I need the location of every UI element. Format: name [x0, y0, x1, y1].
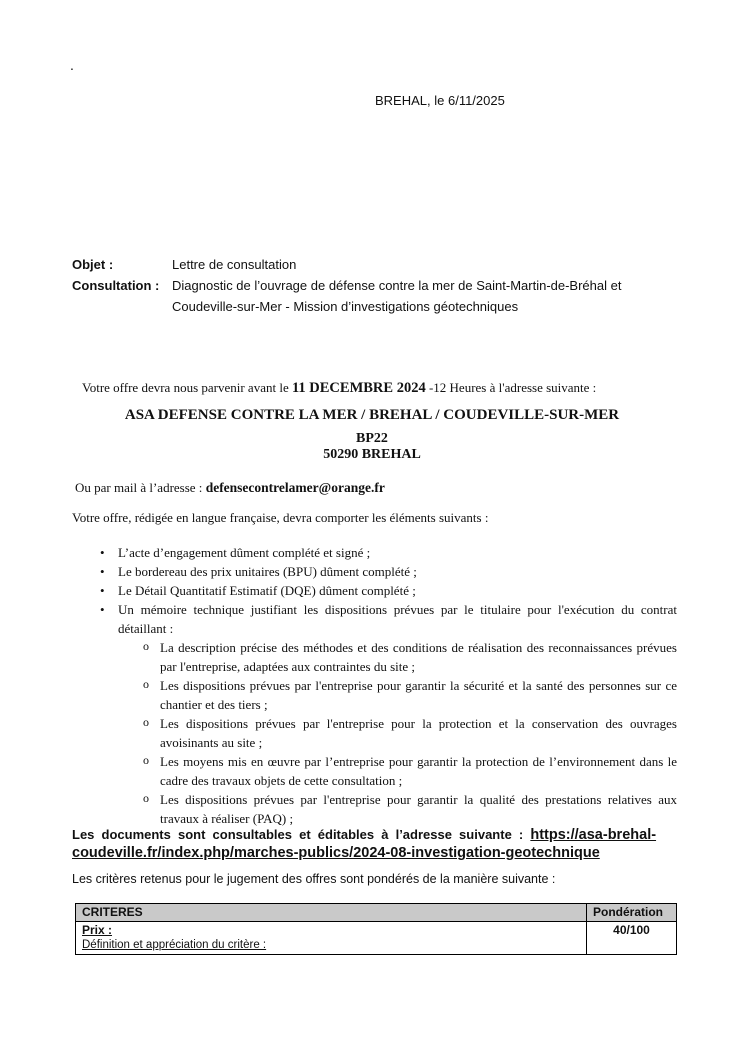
- consultation-value-line2: Coudeville-sur-Mer - Mission d’investigations géotechniques: [172, 299, 519, 314]
- deadline-date: 11 DECEMBRE 2024: [291, 380, 426, 396]
- deadline-prefix: Votre offre devra nous parvenir avant le: [82, 380, 292, 395]
- bullet-icon: •: [100, 564, 105, 579]
- requirements-sublist: [141, 638, 677, 828]
- bullet-icon: •: [100, 545, 105, 560]
- documents-url-line2[interactable]: coudeville.fr/index.php/marches-publics/2024-08-investigation-geotechnique: [72, 845, 600, 861]
- criteria-header-ponderation: Pondération: [587, 904, 677, 922]
- criterion-detail: Définition et appréciation du critère :: [82, 939, 267, 951]
- criteria-table: [75, 903, 677, 955]
- sub-list-item: [141, 752, 677, 790]
- consultation-label: Consultation :: [72, 278, 160, 293]
- circle-bullet-icon: o: [143, 753, 149, 767]
- sub-list-item: [141, 638, 677, 676]
- sub-list-item: [141, 790, 677, 828]
- bullet-icon: •: [100, 602, 105, 617]
- criterion-weight: 40/100: [587, 922, 677, 955]
- documents-url-line1[interactable]: https://asa-brehal-: [530, 827, 657, 843]
- stray-period-mark: .: [70, 57, 74, 73]
- requirements-intro: Votre offre, rédigée en langue française, devra comporter les éléments suivants :: [72, 510, 489, 525]
- criteria-header-row: [76, 904, 677, 922]
- sub-list-item-text: Les dispositions prévues par l'entreprise pour garantir la qualité des prestations relatives aux travaux à réaliser (PAQ) ;: [160, 792, 677, 826]
- mail-paragraph: [75, 480, 385, 496]
- documents-paragraph: [72, 826, 678, 862]
- list-item-text: Un mémoire technique justifiant les dispositions prévues par le titulaire pour l'exécution du contrat détaillant :: [118, 602, 677, 636]
- sub-list-item: [141, 676, 677, 714]
- sub-list-item-text: La description précise des méthodes et des conditions de réalisation des reconnaissances prévues par l'entreprise, adaptées aux contraintes du site ;: [160, 640, 677, 674]
- sub-list-item: [141, 714, 677, 752]
- list-item-text: L’acte d’engagement dûment complété et signé ;: [118, 545, 371, 560]
- deadline-paragraph: [82, 380, 596, 397]
- mail-prefix: Ou par mail à l’adresse :: [75, 480, 206, 495]
- bullet-icon: •: [100, 583, 105, 598]
- list-item: [100, 543, 677, 562]
- criteria-intro: Les critères retenus pour le jugement des offres sont pondérés de la manière suivante :: [72, 872, 556, 886]
- criteria-prix-cell: [76, 922, 587, 955]
- sub-list-item-text: Les dispositions prévues par l'entreprise pour garantir la sécurité et la santé des personnes sur ce chantier et des tiers ;: [160, 678, 677, 712]
- address-city: 50290 BREHAL: [323, 447, 421, 462]
- sub-list-item-text: Les dispositions prévues par l'entreprise pour la protection et la conservation des ouvrages avoisinants au site ;: [160, 716, 677, 750]
- address-bp: BP22: [356, 431, 388, 446]
- criterion-title: Prix :: [82, 923, 113, 937]
- postal-address-block: [0, 407, 744, 463]
- requirements-list: [100, 543, 677, 828]
- sub-list-item-text: Les moyens mis en œuvre par l’entreprise pour garantir la protection de l’environnement dans le cadre des travaux objets de cette consultation ;: [160, 754, 677, 788]
- email-address: defensecontrelamer@orange.fr: [205, 480, 385, 495]
- list-item-text: Le bordereau des prix unitaires (BPU) dûment complété ;: [118, 564, 417, 579]
- list-item: [100, 600, 677, 638]
- objet-label: Objet :: [72, 257, 114, 272]
- circle-bullet-icon: o: [143, 639, 149, 653]
- documents-label: Les documents sont consultables et éditables à l’adresse suivante :: [72, 827, 531, 842]
- objet-value: Lettre de consultation: [172, 257, 297, 272]
- letter-date: BREHAL, le 6/11/2025: [375, 93, 505, 108]
- circle-bullet-icon: o: [143, 791, 149, 805]
- address-organisation: ASA DEFENSE CONTRE LA MER / BREHAL / COUDEVILLE-SUR-MER: [124, 407, 620, 423]
- consultation-value: [172, 275, 682, 317]
- table-row: [76, 922, 677, 955]
- deadline-suffix: -12 Heures à l'adresse suivante :: [425, 380, 597, 395]
- list-item: [100, 581, 677, 600]
- criteria-header-criteres: CRITERES: [76, 904, 587, 922]
- consultation-value-line1: Diagnostic de l’ouvrage de défense contre la mer de Saint-Martin-de-Bréhal et: [172, 278, 622, 293]
- letter-meta: [72, 254, 682, 317]
- circle-bullet-icon: o: [143, 715, 149, 729]
- circle-bullet-icon: o: [143, 677, 149, 691]
- list-item-text: Le Détail Quantitatif Estimatif (DQE) dûment complété ;: [118, 583, 416, 598]
- list-item: [100, 562, 677, 581]
